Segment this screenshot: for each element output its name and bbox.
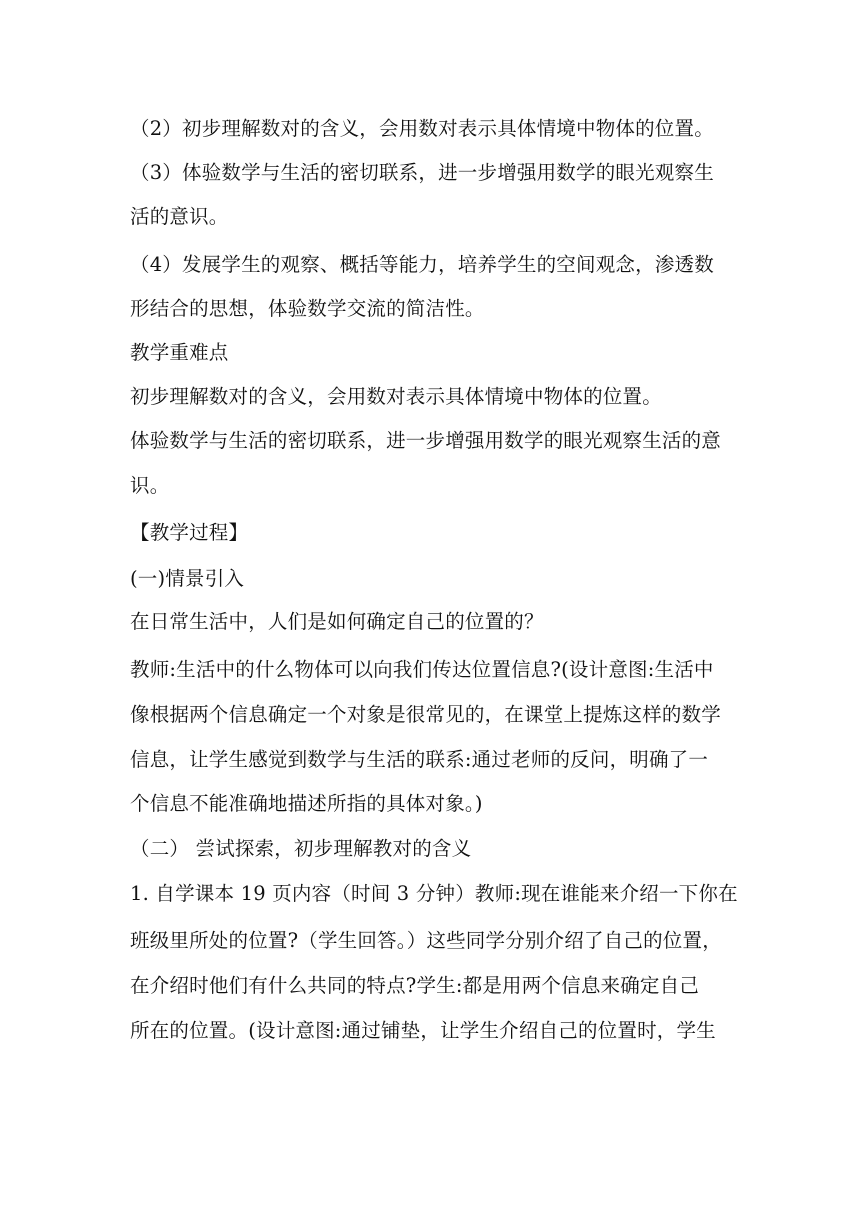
objective-4-line-2: 形结合的思想，体验数学交流的简洁性。 — [130, 297, 485, 320]
objective-3-line-2: 活的意识。 — [130, 205, 229, 228]
section-1-heading: (一)情景引入 — [130, 567, 245, 590]
self-study-line-3: 在介绍时他们有什么共同的特点?学生:都是用两个信息来确定自己 — [130, 974, 700, 997]
objective-4-line-1: （4）发展学生的观察、概括等能力，培养学生的空间观念，渗透数 — [130, 253, 714, 276]
self-study-line-4: 所在的位置。(设计意图:通过铺垫，让学生介绍自己的位置时，学生 — [130, 1019, 716, 1042]
teacher-paragraph-line-3: 信息，让学生感觉到数学与生活的联系:通过老师的反问，明确了一 — [130, 748, 709, 771]
key-point-2-line-1: 体验数学与生活的密切联系，进一步增强用数学的眼光观察生活的意 — [130, 429, 722, 452]
objective-3-line-1: （3）体验数学与生活的密切联系，进一步增强用数学的眼光观察生 — [130, 161, 714, 184]
key-points-heading: 教学重难点 — [130, 341, 229, 364]
teacher-paragraph-line-4: 个信息不能准确地描述所指的具体对象。) — [130, 792, 483, 815]
key-point-1: 初步理解数对的含义，会用数对表示具体情境中物体的位置。 — [130, 385, 662, 408]
objective-2: （2）初步理解数对的含义，会用数对表示具体情境中物体的位置。 — [130, 117, 714, 140]
self-study-line-2: 班级里所处的位置?（学生回答。）这些同学分别介绍了自己的位置， — [130, 929, 722, 952]
key-point-2-line-2: 识。 — [130, 474, 170, 497]
teacher-paragraph-line-2: 像根据两个信息确定一个对象是很常见的，在课堂上提炼这样的数学 — [130, 703, 722, 726]
teacher-paragraph-line-1: 教师:生活中的什么物体可以向我们传达位置信息?(设计意图:生活中 — [130, 658, 714, 681]
self-study-line-1: 1. 自学课本 19 页内容（时间 3 分钟）教师:现在谁能来介绍一下你在 — [130, 882, 738, 905]
section-2-heading: （二） 尝试探索，初步理解教对的含义 — [130, 837, 472, 860]
intro-question: 在日常生活中，人们是如何确定自己的位置的？ — [130, 610, 544, 633]
teaching-process-heading: 【教学过程】 — [130, 521, 249, 544]
